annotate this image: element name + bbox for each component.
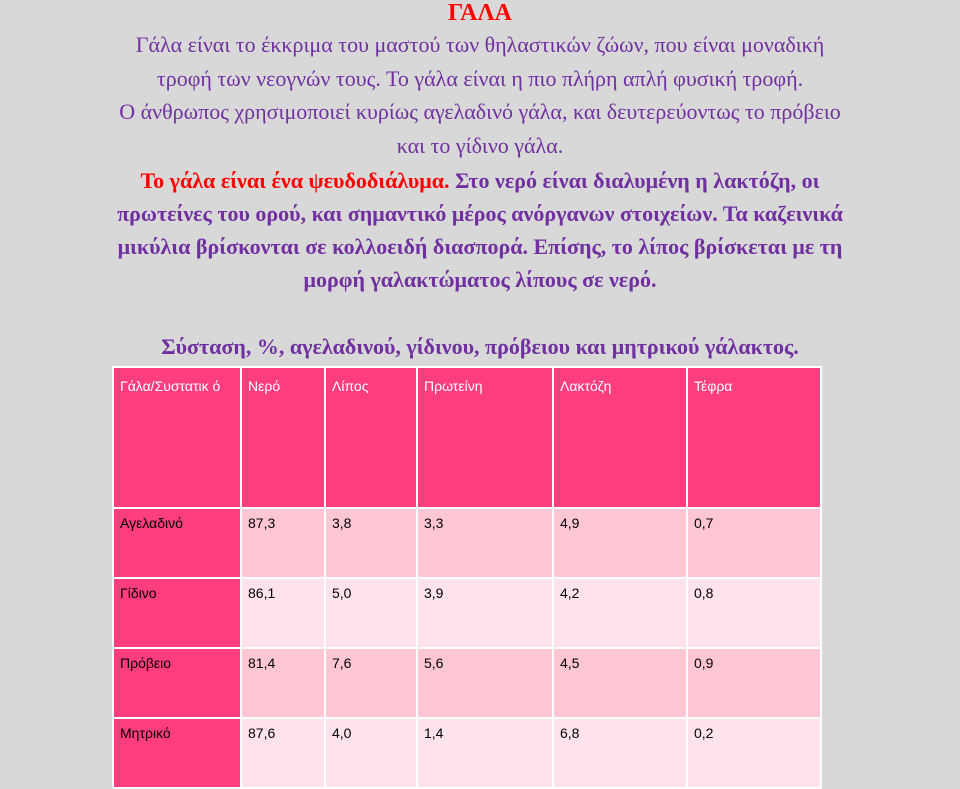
table-cell: 6,8 — [553, 718, 687, 788]
header-lactose: Λακτόζη — [553, 367, 687, 508]
table-cell: 0,2 — [687, 718, 821, 788]
table-cell: 7,6 — [325, 648, 417, 718]
table-title: Σύσταση, %, αγελαδινού, γίδινου, πρόβειου και μητρικού γάλακτος. — [161, 334, 799, 359]
table-cell: 0,8 — [687, 578, 821, 648]
intro-line-2: τροφή των νεογνών τους. Το γάλα είναι η πιο πλήρη απλή φυσική τροφή. — [156, 66, 804, 91]
table-row — [113, 508, 821, 578]
table-cell: 3,8 — [325, 508, 417, 578]
table-row — [113, 578, 821, 648]
solution-line-3: μικύλια βρίσκονται σε κολλοειδή διασπορά. Επίσης, το λίπος βρίσκεται με τη — [117, 234, 843, 259]
solution-line-4: μορφή γαλακτώματος λίπους σε νερό. — [303, 267, 657, 292]
table-cell: 5,6 — [417, 648, 553, 718]
header-water: Νερό — [241, 367, 325, 508]
row-label: Αγελαδινό — [113, 508, 241, 578]
solution-line-1 — [0, 168, 960, 194]
intro-line-4: και το γίδινο γάλα. — [396, 133, 564, 158]
table-cell: 4,9 — [553, 508, 687, 578]
header-fat: Λίπος — [325, 367, 417, 508]
header-protein: Πρωτείνη — [417, 367, 553, 508]
row-label: Πρόβειο — [113, 648, 241, 718]
table-cell: 4,2 — [553, 578, 687, 648]
table-cell: 3,3 — [417, 508, 553, 578]
table-cell: 0,7 — [687, 508, 821, 578]
pseudosolution-statement: Το γάλα είναι ένα ψευδοδιάλυμα. — [140, 168, 450, 193]
table-cell: 87,3 — [241, 508, 325, 578]
page-title: ΓΑΛΑ — [448, 0, 512, 26]
composition-table — [112, 366, 822, 789]
table-row — [113, 718, 821, 788]
table-cell: 87,6 — [241, 718, 325, 788]
row-label: Γίδινο — [113, 578, 241, 648]
table-cell: 86,1 — [241, 578, 325, 648]
table-cell: 3,9 — [417, 578, 553, 648]
row-label: Μητρικό — [113, 718, 241, 788]
table-header-row — [113, 367, 821, 508]
solution-line-2: πρωτείνες του ορού, και σημαντικό μέρος ανόργανων στοιχείων. Τα καζεινικά — [117, 201, 843, 226]
intro-line-1: Γάλα είναι το έκκριμα του μαστού των θηλαστικών ζώων, που είναι μοναδική — [135, 32, 825, 57]
table-cell: 4,5 — [553, 648, 687, 718]
table-cell: 0,9 — [687, 648, 821, 718]
table-cell: 4,0 — [325, 718, 417, 788]
header-ash: Τέφρα — [687, 367, 821, 508]
intro-line-3: Ο άνθρωπος χρησιμοποιεί κυρίως αγελαδινό γάλα, και δευτερεύοντως το πρόβειο — [119, 99, 841, 124]
table-cell: 81,4 — [241, 648, 325, 718]
solution-line-1-rest: Στο νερό είναι διαλυμένη η λακτόζη, οι — [449, 168, 820, 193]
table-row — [113, 648, 821, 718]
table-cell: 5,0 — [325, 578, 417, 648]
table-cell: 1,4 — [417, 718, 553, 788]
header-milk-component: Γάλα/Συστατικ ό — [113, 367, 241, 508]
